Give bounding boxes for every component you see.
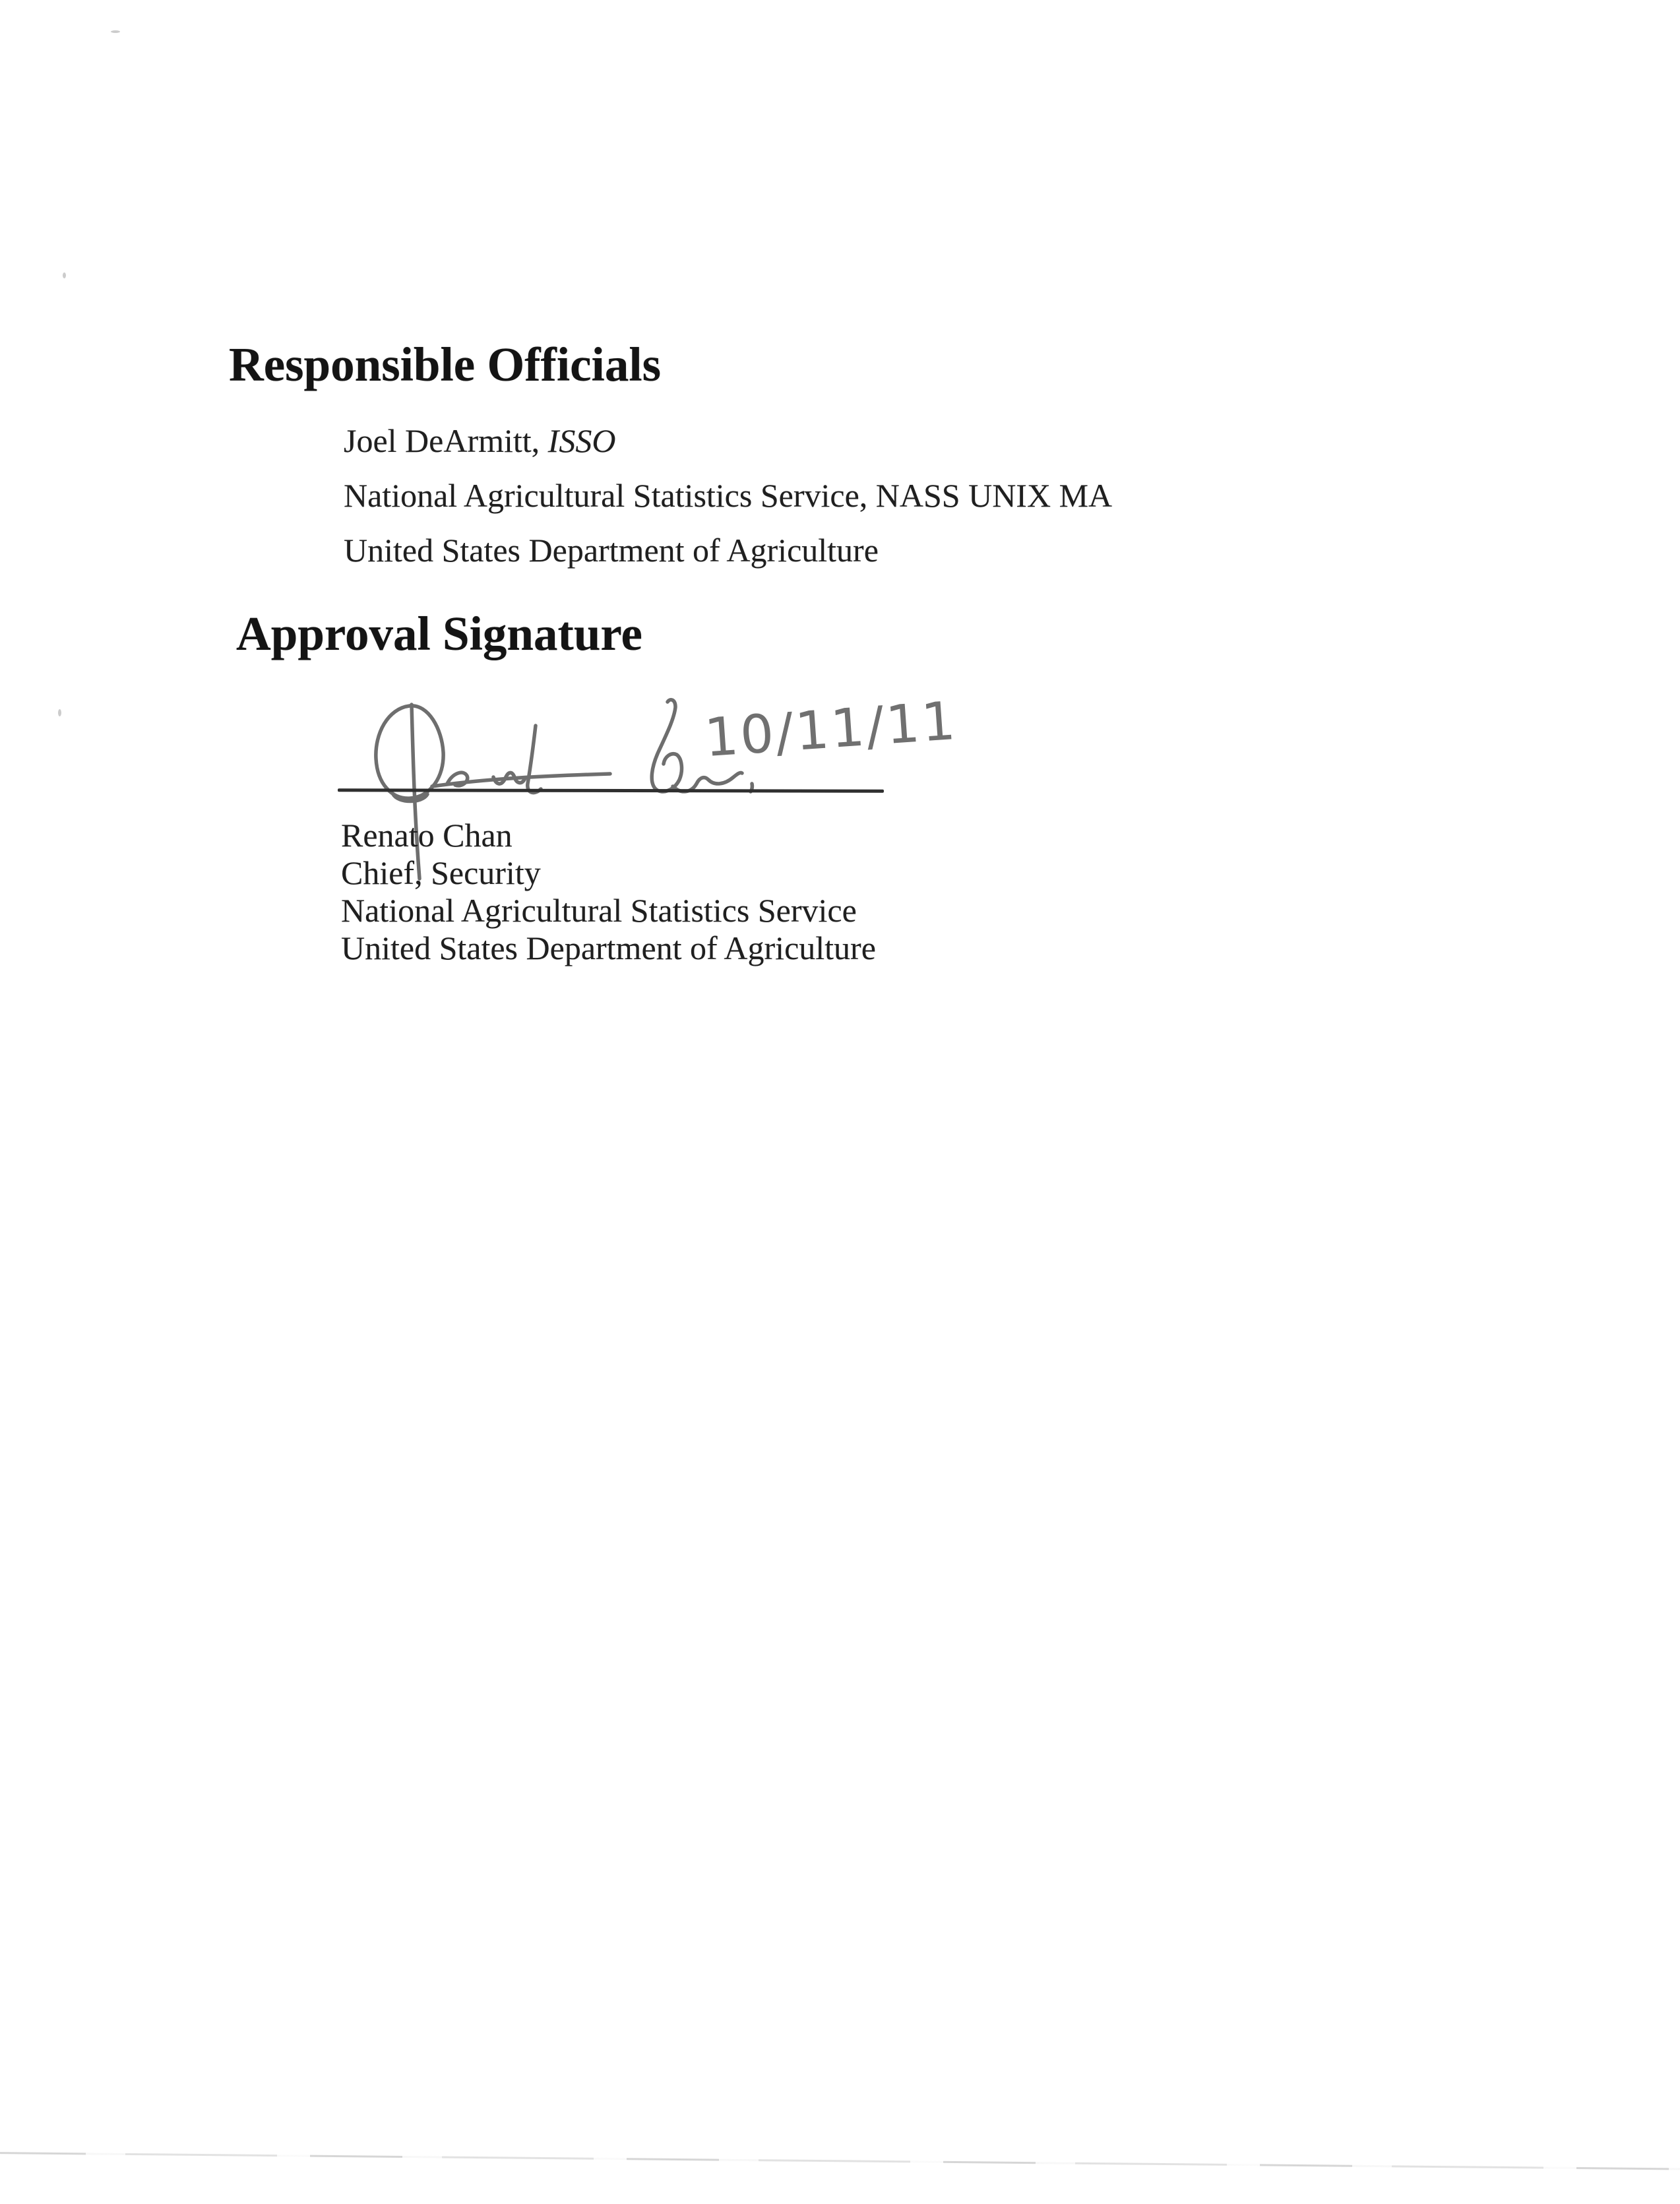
scan-speck [111,30,120,33]
scan-speck [63,272,66,278]
scan-artifact-line [0,2152,1680,2170]
official-department-line: United States Department of Agriculture [344,532,879,569]
official-agency-line: National Agricultural Statistics Service, NASS UNIX MA [344,477,1113,514]
signature-date: 10/11/11 [702,689,960,769]
scan-speck [58,709,61,716]
official-title: ISSO [547,422,616,459]
responsible-officials-heading: Responsible Officials [229,338,662,391]
signer-title: Chief, Security [341,854,541,891]
official-name: Joel DeArmitt, [344,422,548,459]
signer-org-line1: National Agricultural Statistics Service [341,892,857,929]
signature-line [338,788,884,792]
signer-org-line2: United States Department of Agriculture [341,929,876,966]
signer-name: Renato Chan [341,817,513,854]
official-name-line [344,424,615,457]
approval-signature-heading: Approval Signature [236,607,642,660]
